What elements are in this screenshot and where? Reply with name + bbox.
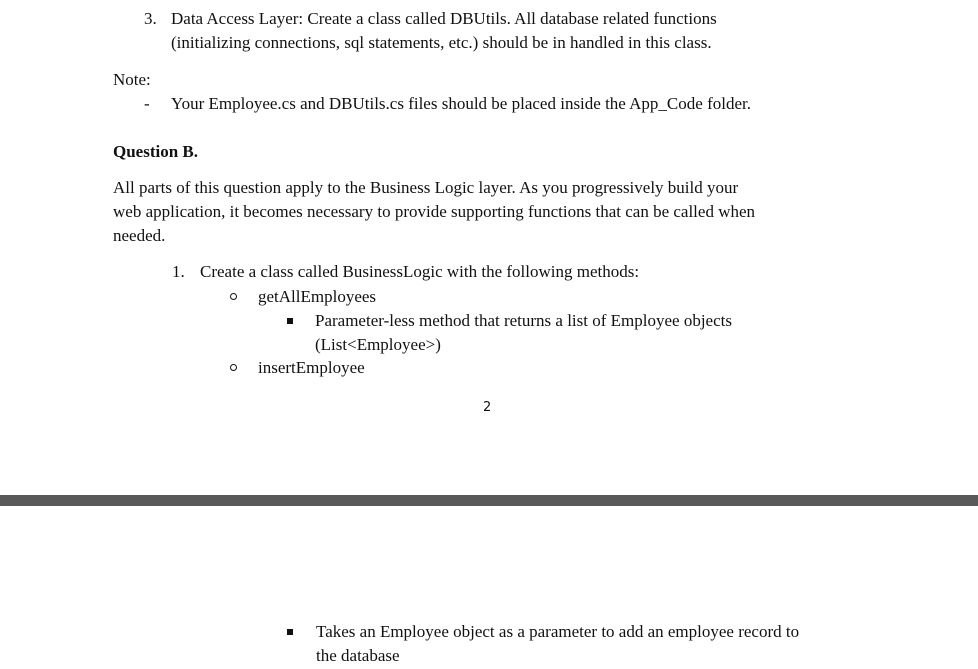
page-number: 2 (483, 400, 492, 415)
list-number-3: 3. (144, 9, 157, 28)
square-bullet-icon (287, 629, 293, 635)
method-desc-line2: the database (316, 646, 400, 665)
item3-line2: (initializing connections, sql statements, etc.) should be in handled in this class. (171, 33, 712, 52)
sub-bullet-circle-icon (230, 364, 237, 371)
question-b-paragraph-line3: needed. (113, 226, 166, 245)
item3-line1: Data Access Layer: Create a class called DBUtils. All database related functions (171, 9, 717, 28)
sub-bullet-circle-icon (230, 293, 237, 300)
method-desc-line1: Takes an Employee object as a parameter to add an employee record to (316, 622, 800, 641)
method-name-getallemployees: getAllEmployees (258, 287, 377, 306)
page-break-separator (0, 495, 978, 506)
document-page-bottom (0, 506, 978, 669)
question-b-heading: Question B. (113, 142, 199, 161)
note-dash-bullet: - (144, 94, 150, 113)
method-desc-line2: (List<Employee>) (315, 335, 441, 354)
method-desc-line1: Parameter-less method that returns a list of Employee objects (315, 311, 732, 330)
question-b-paragraph-line2: web application, it becomes necessary to provide supporting functions that can be called when (113, 202, 756, 221)
square-bullet-icon (287, 318, 293, 324)
method-name-insertemployee: insertEmployee (258, 358, 365, 377)
list-number-1: 1. (172, 262, 185, 281)
note-text: Your Employee.cs and DBUtils.cs files should be placed inside the App_Code folder. (171, 94, 751, 113)
question-b-paragraph-line1: All parts of this question apply to the Business Logic layer. As you progressively build your (113, 178, 739, 197)
item1-text: Create a class called BusinessLogic with the following methods: (200, 262, 640, 281)
note-label: Note: (113, 70, 151, 89)
